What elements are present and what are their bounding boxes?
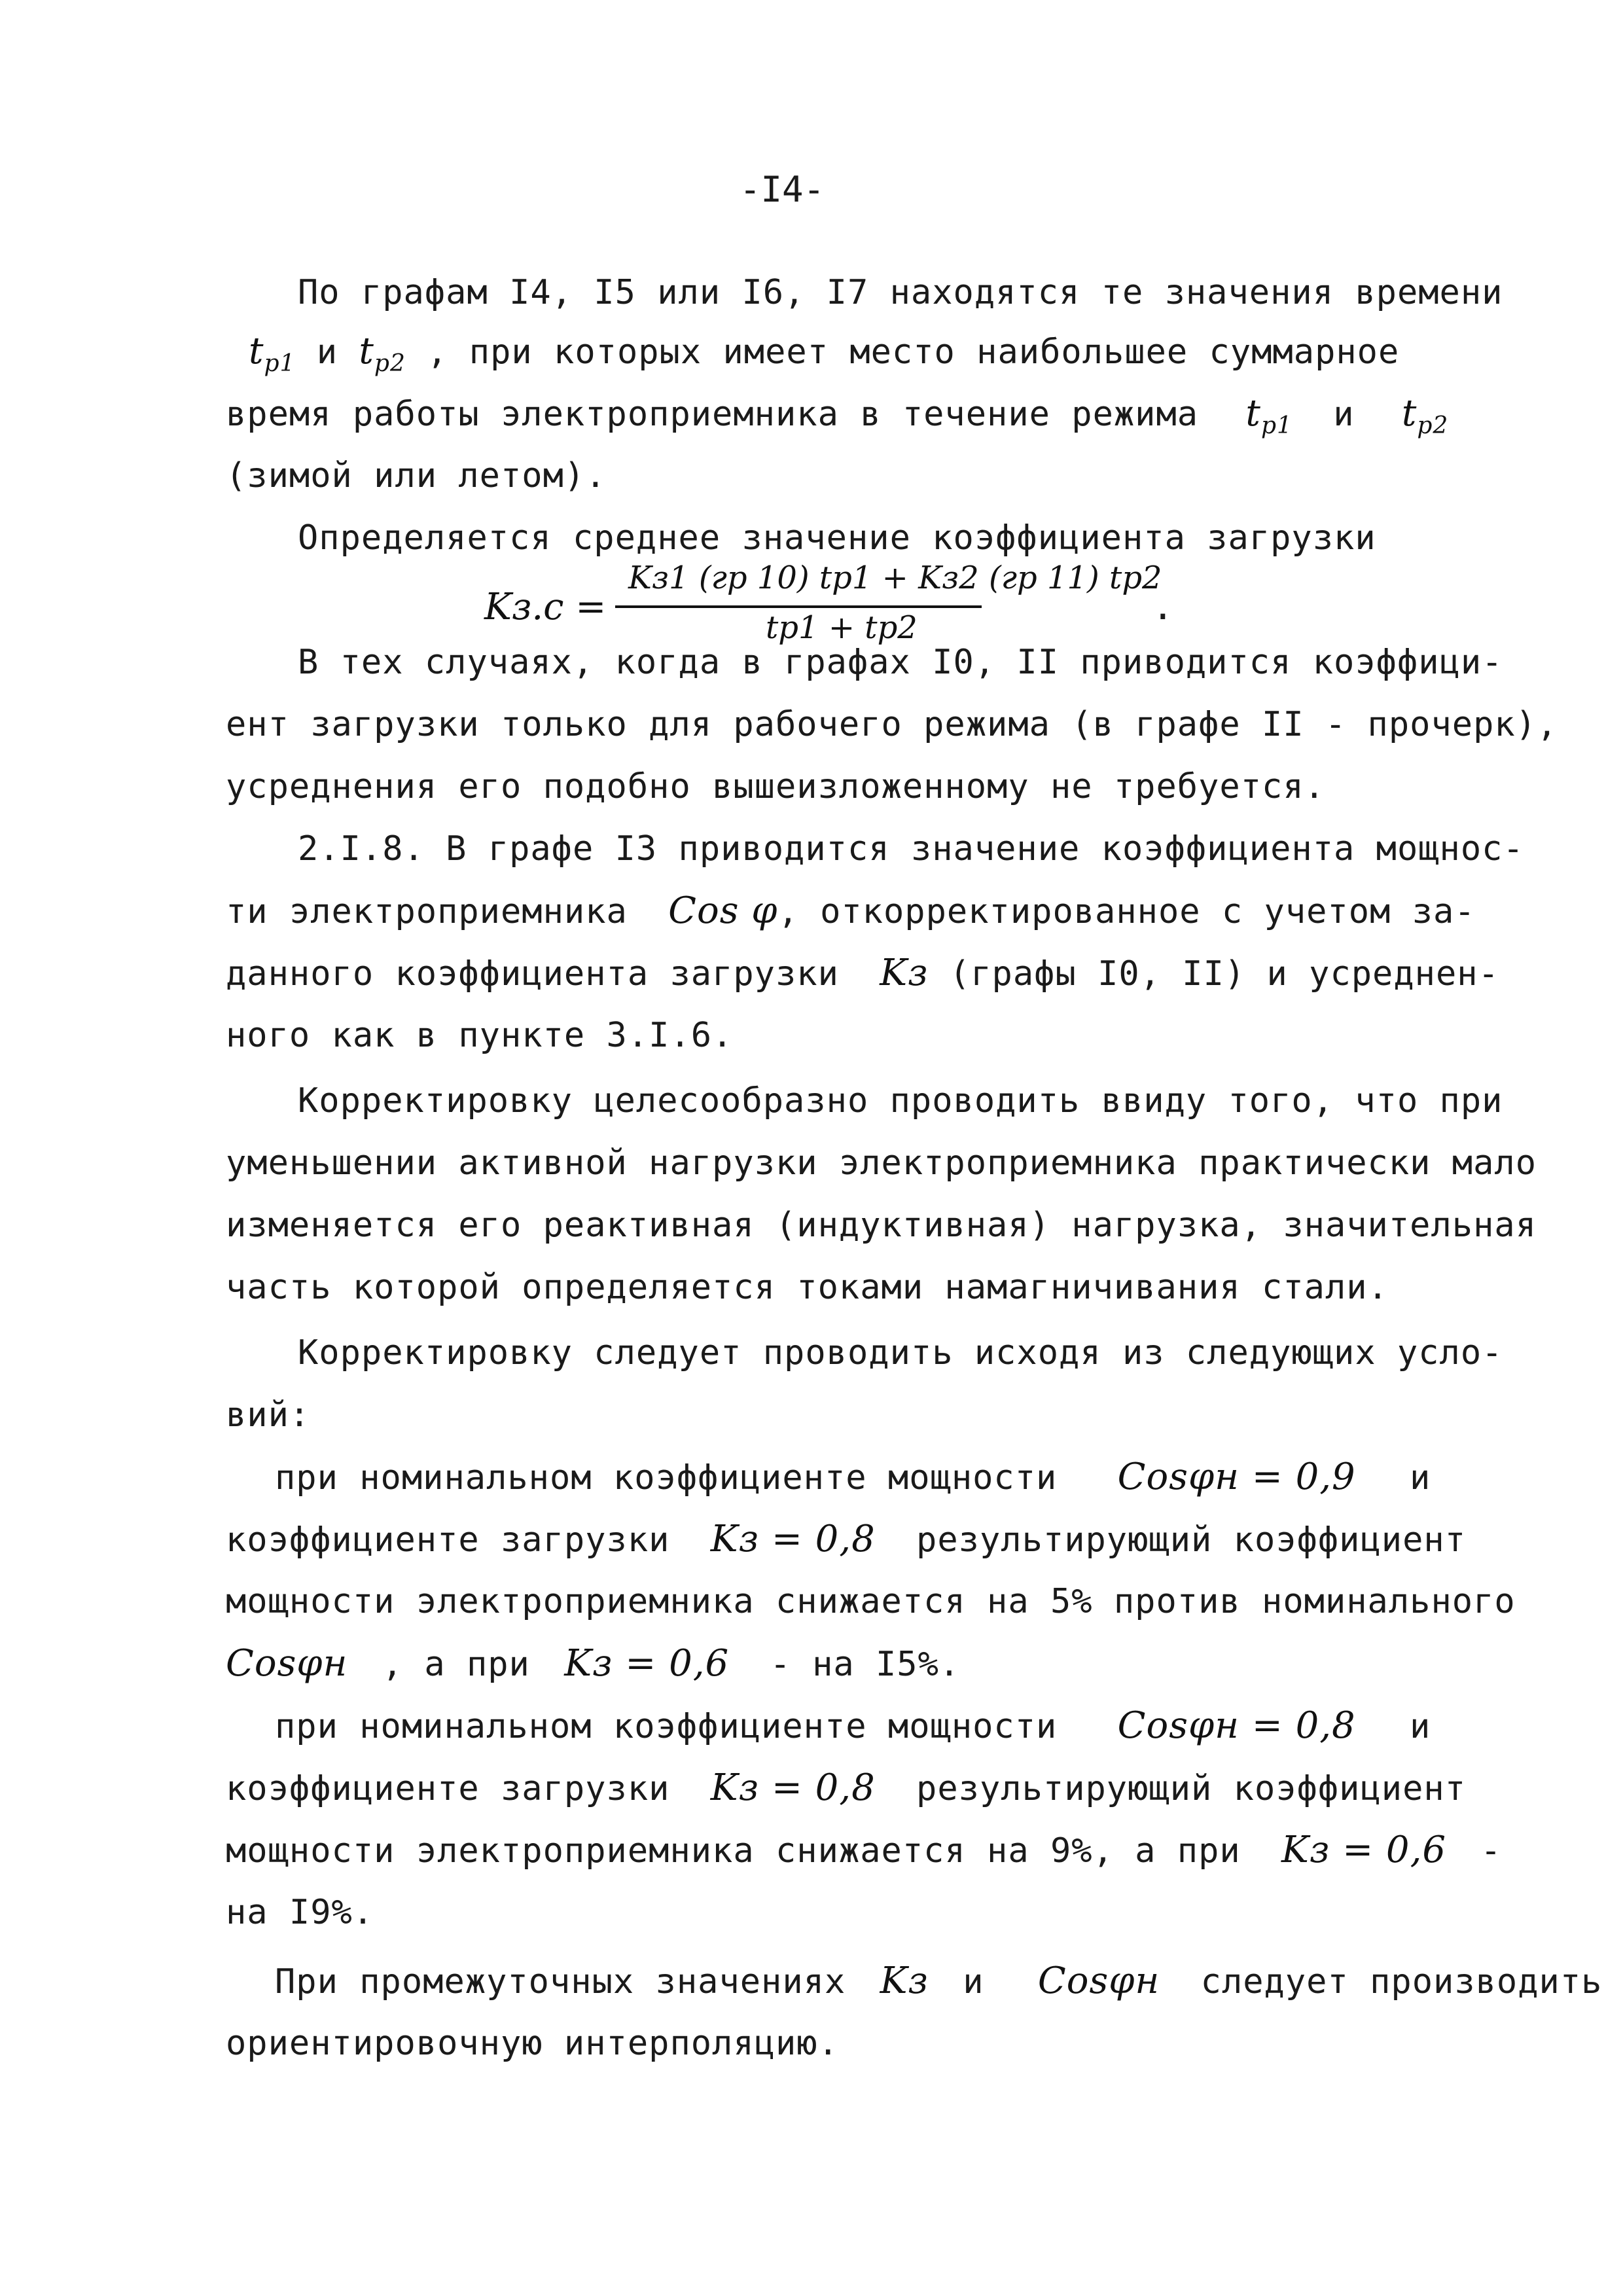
p6-line-2: вий: — [226, 1395, 311, 1435]
page-number: -I4- — [740, 169, 825, 210]
p7-line-3: мощности электроприемника снижается на 5% против номинального — [226, 1582, 1516, 1621]
cos-phi-n-08: Cosφн = 0,8 — [1117, 1704, 1356, 1747]
p8-line-3: мощности электроприемника снижается на 9%, а при Kз = 0,6 - — [226, 1829, 1502, 1871]
p9-line-2: ориентировочную интерполяцию. — [226, 2024, 839, 2063]
p3-line-1: В тех случаях, когда в графах I0, II приводится коэффици- — [298, 643, 1503, 682]
p9-line-1: При промежуточных значениях Kз и Cosφн следует производить — [275, 1960, 1603, 2002]
cos-phi-n-b: Cosφн — [1037, 1960, 1160, 2002]
p4-line-3: данного коэффициента загрузки Kз (графы I0, II) и усреднен- — [226, 952, 1499, 994]
var-t-p1-b: $t_{р1}$ — [1245, 392, 1293, 439]
p8-line-1: при номинальном коэффициенте мощности Cosφн = 0,8 и — [275, 1704, 1431, 1747]
p1-line-2-rest: , при которых имеет место наибольшее суммарное — [427, 332, 1400, 372]
kz-06: Kз = 0,6 — [564, 1642, 730, 1685]
kz-08-b: Kз = 0,8 — [710, 1767, 876, 1809]
p7-line-2: коэффициенте загрузки Kз = 0,8 результирующий коэффициент — [226, 1518, 1467, 1560]
p4-line-2: ти электроприемника Cos φ, откорректированное с учетом за- — [226, 889, 1476, 932]
cos-phi-n-09: Cosφн = 0,9 — [1117, 1456, 1356, 1498]
p5-line-4: часть которой определяется токами намагничивания стали. — [226, 1268, 1389, 1307]
p4-line-4: ного как в пункте 3.I.6. — [226, 1016, 734, 1055]
p1-line-2 — [249, 331, 1399, 385]
p5-line-1: Корректировку целесообразно проводить ввиду того, что при — [298, 1081, 1503, 1121]
var-t-p2-b: $t_{р2}$ — [1401, 392, 1449, 439]
p7-line-1: при номинальном коэффициенте мощности Cosφн = 0,9 и — [275, 1456, 1431, 1498]
cos-phi: Cos φ — [668, 889, 778, 932]
cos-phi-n: Cosφн — [226, 1642, 348, 1685]
conj-and: и — [316, 332, 338, 372]
p2-line-1: Определяется среднее значение коэффициента загрузки — [298, 518, 1376, 558]
p7-line-4: Cosφн , а при Kз = 0,6 - на I5%. — [226, 1642, 961, 1685]
p5-line-2: уменьшении активной нагрузки электроприемника практически мало — [226, 1143, 1537, 1183]
p1-line-1: По графам I4, I5 или I6, I7 находятся те значения времени — [298, 273, 1503, 312]
p1-line-4: (зимой или летом). — [226, 456, 607, 495]
kz-symbol-b: Kз — [880, 1960, 929, 2002]
fraction-bar — [615, 605, 982, 608]
p3-line-2: ент загрузки только для рабочего режима (в графе II - прочерк), — [226, 705, 1558, 744]
formula-end: . — [1152, 586, 1174, 628]
p8-line-2: коэффициенте загрузки Kз = 0,8 результирующий коэффициент — [226, 1767, 1467, 1809]
formula-denominator: tр1 + tр2 — [766, 609, 918, 646]
p5-line-3: изменяется его реактивная (индуктивная) нагрузка, значительная — [226, 1206, 1537, 1245]
formula-numerator: Kз1 (гр 10) tр1 + Kз2 (гр 11) tр2 — [628, 560, 1162, 596]
var-t-p2: $t_{р2}$ — [359, 330, 406, 377]
kz-symbol: Kз — [880, 952, 929, 994]
var-t-p1: $t_{р1}$ — [249, 330, 296, 377]
formula-lhs: Kз.с = — [484, 586, 607, 628]
p6-line-1: Корректировку следует проводить исходя из следующих усло- — [298, 1333, 1503, 1372]
p4-line-1: 2.I.8. В графе I3 приводится значение коэффициента мощнос- — [298, 829, 1524, 869]
p3-line-3: усреднения его подобно вышеизложенному не требуется. — [226, 767, 1325, 806]
p8-line-4: на I9%. — [226, 1893, 374, 1932]
kz-08: Kз = 0,8 — [710, 1518, 876, 1560]
p1-line-3: время работы электроприемника в течение режима $t_{р1}$ и $t_{р2}$ — [226, 392, 1449, 439]
kz-06-b: Kз = 0,6 — [1281, 1829, 1446, 1871]
